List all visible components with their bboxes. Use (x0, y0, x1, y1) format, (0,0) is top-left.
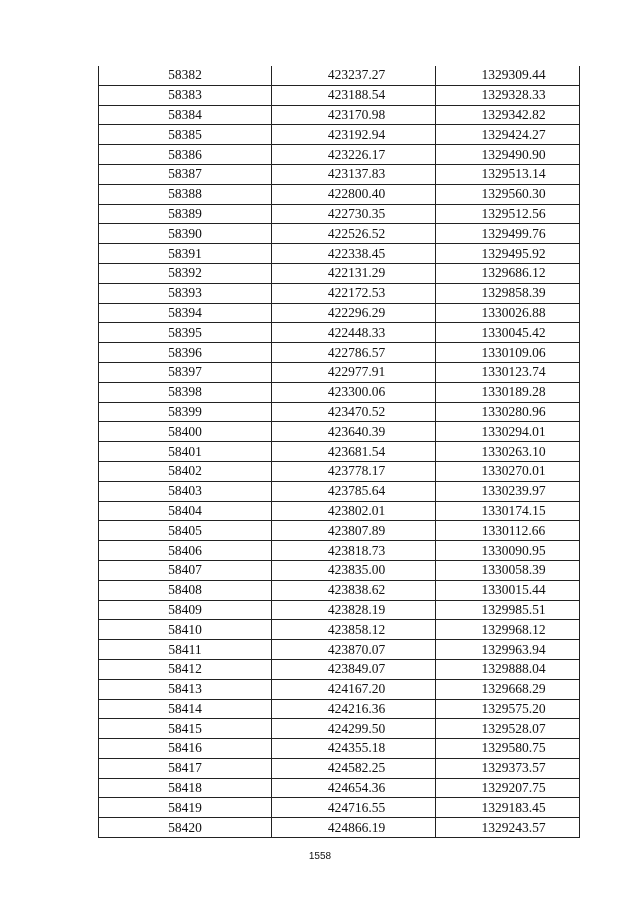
x-coordinate-cell: 424299.50 (272, 719, 436, 739)
x-coordinate-cell: 422730.35 (272, 204, 436, 224)
point-id-cell: 58419 (99, 798, 272, 818)
y-coordinate-cell: 1329528.07 (436, 719, 580, 739)
x-coordinate-cell: 423137.83 (272, 164, 436, 184)
point-id-cell: 58414 (99, 699, 272, 719)
y-coordinate-cell: 1329490.90 (436, 145, 580, 165)
table-row (99, 461, 580, 481)
table-row (99, 125, 580, 145)
x-coordinate-cell: 423849.07 (272, 659, 436, 679)
table-row (99, 560, 580, 580)
x-coordinate-cell: 423870.07 (272, 640, 436, 660)
x-coordinate-cell: 423237.27 (272, 66, 436, 85)
point-id-cell: 58398 (99, 382, 272, 402)
point-id-cell: 58383 (99, 85, 272, 105)
y-coordinate-cell: 1329968.12 (436, 620, 580, 640)
table-row (99, 224, 580, 244)
table-row (99, 303, 580, 323)
x-coordinate-cell: 424167.20 (272, 679, 436, 699)
x-coordinate-cell: 423802.01 (272, 501, 436, 521)
x-coordinate-cell: 422786.57 (272, 343, 436, 363)
point-id-cell: 58402 (99, 461, 272, 481)
point-id-cell: 58417 (99, 758, 272, 778)
y-coordinate-cell: 1330189.28 (436, 382, 580, 402)
x-coordinate-cell: 423778.17 (272, 461, 436, 481)
y-coordinate-cell: 1329888.04 (436, 659, 580, 679)
x-coordinate-cell: 423807.89 (272, 521, 436, 541)
point-id-cell: 58416 (99, 739, 272, 759)
table-row (99, 659, 580, 679)
y-coordinate-cell: 1329580.75 (436, 739, 580, 759)
y-coordinate-cell: 1330270.01 (436, 461, 580, 481)
x-coordinate-cell: 422296.29 (272, 303, 436, 323)
table-row (99, 204, 580, 224)
point-id-cell: 58400 (99, 422, 272, 442)
x-coordinate-cell: 423300.06 (272, 382, 436, 402)
y-coordinate-cell: 1329512.56 (436, 204, 580, 224)
point-id-cell: 58391 (99, 244, 272, 264)
table-row (99, 521, 580, 541)
x-coordinate-cell: 423838.62 (272, 580, 436, 600)
x-coordinate-cell: 424654.36 (272, 778, 436, 798)
table-row (99, 402, 580, 422)
table-row (99, 699, 580, 719)
point-id-cell: 58404 (99, 501, 272, 521)
y-coordinate-cell: 1329424.27 (436, 125, 580, 145)
point-id-cell: 58410 (99, 620, 272, 640)
y-coordinate-cell: 1329183.45 (436, 798, 580, 818)
y-coordinate-cell: 1330058.39 (436, 560, 580, 580)
table-row (99, 85, 580, 105)
y-coordinate-cell: 1329575.20 (436, 699, 580, 719)
y-coordinate-cell: 1330123.74 (436, 362, 580, 382)
table-row (99, 145, 580, 165)
x-coordinate-cell: 422977.91 (272, 362, 436, 382)
x-coordinate-cell: 424216.36 (272, 699, 436, 719)
table-row (99, 164, 580, 184)
table-row (99, 422, 580, 442)
y-coordinate-cell: 1329513.14 (436, 164, 580, 184)
y-coordinate-cell: 1329985.51 (436, 600, 580, 620)
table-row (99, 105, 580, 125)
y-coordinate-cell: 1329858.39 (436, 283, 580, 303)
y-coordinate-cell: 1330294.01 (436, 422, 580, 442)
x-coordinate-cell: 422172.53 (272, 283, 436, 303)
x-coordinate-cell: 423192.94 (272, 125, 436, 145)
point-id-cell: 58405 (99, 521, 272, 541)
point-id-cell: 58415 (99, 719, 272, 739)
x-coordinate-cell: 424355.18 (272, 739, 436, 759)
point-id-cell: 58411 (99, 640, 272, 660)
coordinates-table-body (99, 66, 580, 838)
table-row (99, 66, 580, 85)
point-id-cell: 58390 (99, 224, 272, 244)
point-id-cell: 58389 (99, 204, 272, 224)
x-coordinate-cell: 424716.55 (272, 798, 436, 818)
point-id-cell: 58397 (99, 362, 272, 382)
point-id-cell: 58413 (99, 679, 272, 699)
x-coordinate-cell: 422131.29 (272, 263, 436, 283)
table-row (99, 362, 580, 382)
table-row (99, 580, 580, 600)
point-id-cell: 58401 (99, 442, 272, 462)
x-coordinate-cell: 423828.19 (272, 600, 436, 620)
x-coordinate-cell: 423640.39 (272, 422, 436, 442)
point-id-cell: 58394 (99, 303, 272, 323)
y-coordinate-cell: 1330263.10 (436, 442, 580, 462)
point-id-cell: 58382 (99, 66, 272, 85)
point-id-cell: 58393 (99, 283, 272, 303)
y-coordinate-cell: 1330239.97 (436, 481, 580, 501)
table-row (99, 778, 580, 798)
x-coordinate-cell: 423858.12 (272, 620, 436, 640)
y-coordinate-cell: 1330026.88 (436, 303, 580, 323)
table-row (99, 442, 580, 462)
table-row (99, 620, 580, 640)
table-row (99, 640, 580, 660)
table-row (99, 818, 580, 838)
y-coordinate-cell: 1329207.75 (436, 778, 580, 798)
y-coordinate-cell: 1330112.66 (436, 521, 580, 541)
table-row (99, 541, 580, 561)
y-coordinate-cell: 1329686.12 (436, 263, 580, 283)
table-row (99, 382, 580, 402)
y-coordinate-cell: 1329560.30 (436, 184, 580, 204)
table-row (99, 184, 580, 204)
point-id-cell: 58420 (99, 818, 272, 838)
x-coordinate-cell: 423226.17 (272, 145, 436, 165)
point-id-cell: 58388 (99, 184, 272, 204)
x-coordinate-cell: 423188.54 (272, 85, 436, 105)
x-coordinate-cell: 423470.52 (272, 402, 436, 422)
point-id-cell: 58399 (99, 402, 272, 422)
table-row (99, 679, 580, 699)
point-id-cell: 58386 (99, 145, 272, 165)
y-coordinate-cell: 1330090.95 (436, 541, 580, 561)
point-id-cell: 58403 (99, 481, 272, 501)
table-row (99, 739, 580, 759)
y-coordinate-cell: 1329963.94 (436, 640, 580, 660)
x-coordinate-cell: 423818.73 (272, 541, 436, 561)
y-coordinate-cell: 1329495.92 (436, 244, 580, 264)
point-id-cell: 58396 (99, 343, 272, 363)
x-coordinate-cell: 424866.19 (272, 818, 436, 838)
table-row (99, 481, 580, 501)
point-id-cell: 58418 (99, 778, 272, 798)
y-coordinate-cell: 1329499.76 (436, 224, 580, 244)
table-row (99, 758, 580, 778)
coordinates-table (98, 66, 580, 838)
y-coordinate-cell: 1329328.33 (436, 85, 580, 105)
point-id-cell: 58408 (99, 580, 272, 600)
x-coordinate-cell: 423170.98 (272, 105, 436, 125)
point-id-cell: 58384 (99, 105, 272, 125)
table-row (99, 798, 580, 818)
table-row (99, 244, 580, 264)
y-coordinate-cell: 1330280.96 (436, 402, 580, 422)
table-row (99, 283, 580, 303)
table-row (99, 719, 580, 739)
y-coordinate-cell: 1330045.42 (436, 323, 580, 343)
point-id-cell: 58406 (99, 541, 272, 561)
y-coordinate-cell: 1329243.57 (436, 818, 580, 838)
table-row (99, 501, 580, 521)
x-coordinate-cell: 423835.00 (272, 560, 436, 580)
x-coordinate-cell: 422526.52 (272, 224, 436, 244)
y-coordinate-cell: 1329342.82 (436, 105, 580, 125)
x-coordinate-cell: 423681.54 (272, 442, 436, 462)
y-coordinate-cell: 1329668.29 (436, 679, 580, 699)
x-coordinate-cell: 422448.33 (272, 323, 436, 343)
point-id-cell: 58385 (99, 125, 272, 145)
table-row (99, 263, 580, 283)
x-coordinate-cell: 422338.45 (272, 244, 436, 264)
y-coordinate-cell: 1330109.06 (436, 343, 580, 363)
table-row (99, 343, 580, 363)
x-coordinate-cell: 424582.25 (272, 758, 436, 778)
point-id-cell: 58392 (99, 263, 272, 283)
page-number: 1558 (308, 851, 332, 862)
point-id-cell: 58387 (99, 164, 272, 184)
table-row (99, 323, 580, 343)
table-row (99, 600, 580, 620)
point-id-cell: 58407 (99, 560, 272, 580)
x-coordinate-cell: 422800.40 (272, 184, 436, 204)
x-coordinate-cell: 423785.64 (272, 481, 436, 501)
point-id-cell: 58412 (99, 659, 272, 679)
point-id-cell: 58409 (99, 600, 272, 620)
y-coordinate-cell: 1329373.57 (436, 758, 580, 778)
y-coordinate-cell: 1330015.44 (436, 580, 580, 600)
y-coordinate-cell: 1330174.15 (436, 501, 580, 521)
y-coordinate-cell: 1329309.44 (436, 66, 580, 85)
point-id-cell: 58395 (99, 323, 272, 343)
